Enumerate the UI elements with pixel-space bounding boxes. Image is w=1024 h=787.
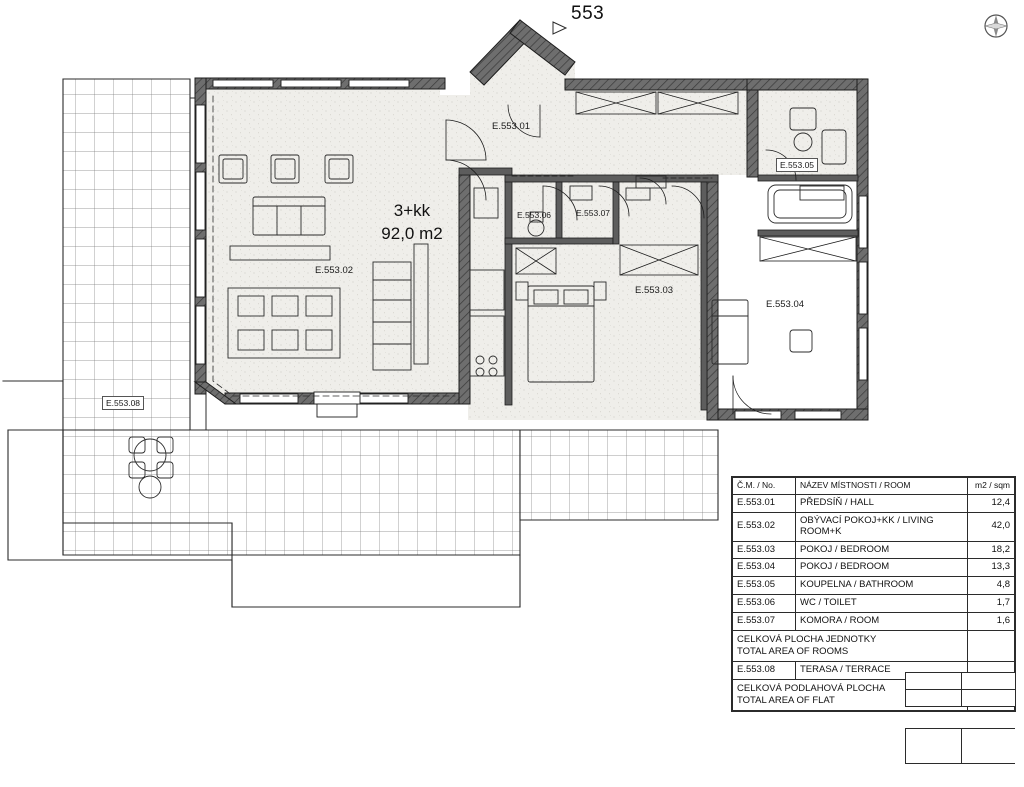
table-row (733, 541, 1015, 559)
legend-row-area: 1,6 (968, 613, 1015, 631)
room-label-e55307: E.553.07 (576, 208, 611, 218)
table-row (733, 512, 1015, 541)
legend-row-area: 42,0 (968, 512, 1015, 541)
legend-row-no: E.553.02 (733, 512, 796, 541)
legend-total-rooms-en: TOTAL AREA OF ROOMS (737, 646, 849, 658)
legend-terrace-no: E.553.08 (733, 661, 796, 679)
legend-row-area: 4,8 (968, 577, 1015, 595)
legend-row-name: PŘEDSÍŇ / HALL (796, 494, 968, 512)
legend-total-rooms-area (968, 631, 1015, 662)
legend-row-name: POKOJ / BEDROOM (796, 559, 968, 577)
table-row (733, 595, 1015, 613)
room-label-e55305: E.553.05 (776, 158, 818, 172)
table-row (733, 494, 1015, 512)
legend-header-area: m2 / sqm (968, 478, 1015, 495)
unit-type-label (352, 200, 472, 246)
legend-header-name: NÁZEV MÍSTNOSTI / ROOM (796, 478, 968, 495)
legend-terrace-name: TERASA / TERRACE (796, 661, 968, 679)
unit-type-value: 3+kk (393, 201, 431, 220)
room-label-e55301: E.553.01 (492, 121, 531, 132)
north-compass-icon (982, 12, 1010, 40)
legend-total-flat-en: TOTAL AREA OF FLAT (737, 694, 835, 706)
legend-row-area: 1,7 (968, 595, 1015, 613)
legend-header-row (733, 478, 1015, 495)
legend-blank-cells-upper (905, 672, 1016, 707)
legend-row-no: E.553.05 (733, 577, 796, 595)
legend-row-area: 18,2 (968, 541, 1015, 559)
unit-number: 553 (571, 3, 605, 24)
legend-row-name: WC / TOILET (796, 595, 968, 613)
legend-blank-cells-lower (905, 728, 1015, 764)
legend-total-rooms-label (733, 631, 968, 662)
room-label-e55304: E.553.04 (766, 299, 805, 310)
legend-row-area: 13,3 (968, 559, 1015, 577)
table-row (733, 559, 1015, 577)
legend-row-area: 12,4 (968, 494, 1015, 512)
table-row (733, 613, 1015, 631)
unit-area-value: 92,0 m2 (381, 223, 443, 243)
legend-total-rooms-row (733, 631, 1015, 662)
legend-row-no: E.553.07 (733, 613, 796, 631)
legend-row-name: OBÝVACÍ POKOJ+KK / LIVING ROOM+K (796, 512, 968, 541)
legend-row-no: E.553.03 (733, 541, 796, 559)
legend-total-rooms-cz: CELKOVÁ PLOCHA JEDNOTKY (737, 634, 877, 646)
room-label-e55308: E.553.08 (102, 396, 144, 410)
legend-row-name: KOMORA / ROOM (796, 613, 968, 631)
legend-header-no: Č.M. / No. (733, 478, 796, 495)
legend-row-no: E.553.01 (733, 494, 796, 512)
table-row (733, 577, 1015, 595)
room-label-e55303: E.553.03 (635, 285, 674, 296)
legend-total-flat-cz: CELKOVÁ PODLAHOVÁ PLOCHA (737, 682, 886, 694)
legend-row-no: E.553.04 (733, 559, 796, 577)
legend-row-name: POKOJ / BEDROOM (796, 541, 968, 559)
legend-row-no: E.553.06 (733, 595, 796, 613)
legend-row-name: KOUPELNA / BATHROOM (796, 577, 968, 595)
room-label-e55302: E.553.02 (315, 265, 354, 276)
room-label-e55306: E.553.06 (517, 210, 552, 220)
